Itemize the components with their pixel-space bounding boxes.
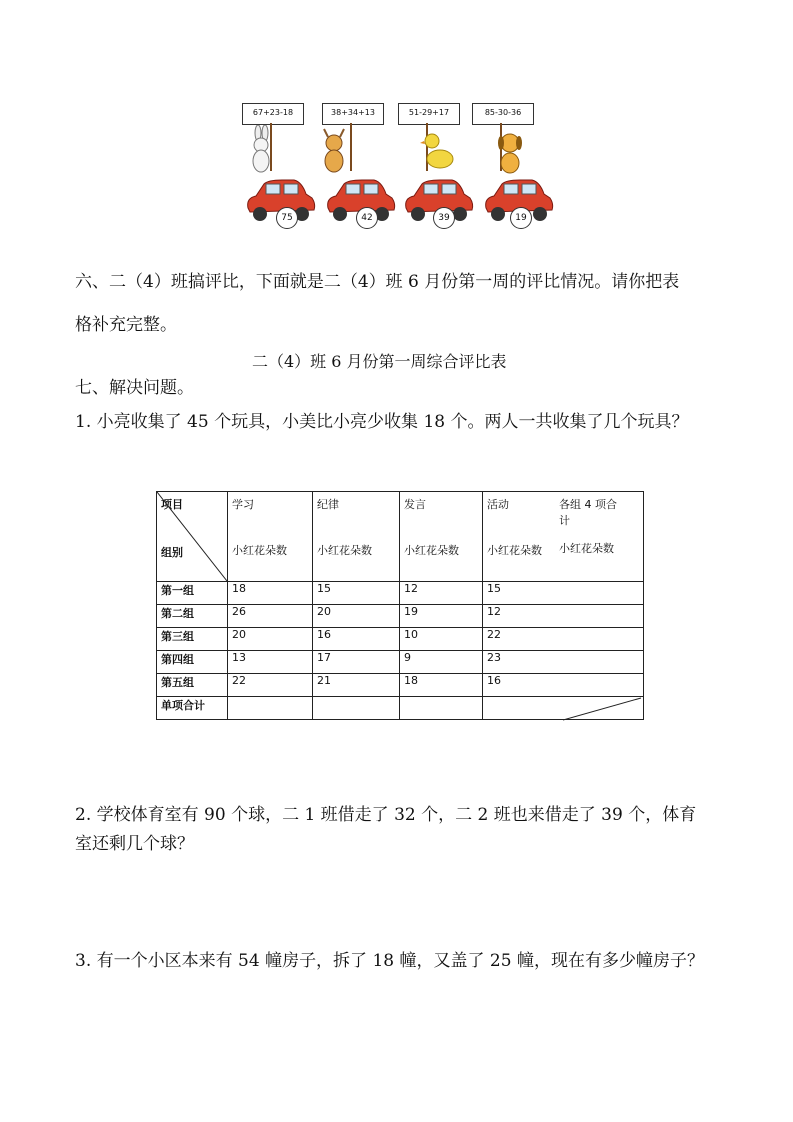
question-2-line1: 2. 学校体育室有 90 个球，二 1 班借走了 32 个，二 2 班也来借走了 39 个，体育 [75, 805, 697, 825]
diagonal-line [563, 697, 643, 721]
col-header-study: 学习 小红花朵数 [228, 492, 313, 582]
car-number: 39 [433, 207, 455, 229]
sign-1: 67+23-18 [242, 103, 304, 125]
table-row: 第一组 18 15 12 15 [157, 582, 644, 605]
section6-instruction-line2: 格补充完整。 [75, 315, 177, 335]
col-header-activity-and-total: 活动 小红花朵数 各组 4 项合计 小红花朵数 [483, 492, 644, 582]
sign-4: 85-30-36 [472, 103, 534, 125]
table-total-row: 单项合计 [157, 697, 644, 720]
dog-icon [492, 125, 528, 175]
car-number: 42 [356, 207, 378, 229]
rabbit-icon [244, 125, 280, 175]
question-3: 3. 有一个小区本来有 54 幢房子，拆了 18 幢，又盖了 25 幢，现在有多少幢房子？ [75, 951, 704, 971]
table-title: 二（4）班 6 月份第一周综合评比表 [252, 352, 507, 371]
col-header-discipline: 纪律 小红花朵数 [313, 492, 400, 582]
diagonal-line [157, 492, 227, 581]
duck-icon [420, 125, 456, 175]
car-number: 19 [510, 207, 532, 229]
sign-2: 38+34+13 [322, 103, 384, 125]
table-row: 第四组 13 17 9 23 [157, 651, 644, 674]
car-number: 75 [276, 207, 298, 229]
math-cars-illustration [240, 103, 560, 228]
question-1: 1. 小亮收集了 45 个玩具，小美比小亮少收集 18 个。两人一共收集了几个玩具？ [75, 412, 689, 432]
corner-bottom-label: 组别 [161, 546, 183, 559]
sign-3: 51-29+17 [398, 103, 460, 125]
deer-icon [316, 125, 352, 175]
question-2-line2: 室还剩几个球？ [75, 834, 194, 854]
col-header-speaking: 发言 小红花朵数 [400, 492, 483, 582]
table-corner-cell [157, 492, 228, 582]
table-row: 第二组 26 20 19 12 [157, 605, 644, 628]
evaluation-table [156, 491, 644, 720]
section7-heading: 七、解决问题。 [75, 378, 194, 398]
table-row: 第三组 20 16 10 22 [157, 628, 644, 651]
total-crossed-cell [483, 697, 644, 720]
corner-top-label: 项目 [161, 498, 183, 511]
table-row: 第五组 22 21 18 16 [157, 674, 644, 697]
section6-instruction-line1: 六、二（4）班搞评比，下面就是二（4）班 6 月份第一周的评比情况。请你把表 [75, 272, 680, 292]
